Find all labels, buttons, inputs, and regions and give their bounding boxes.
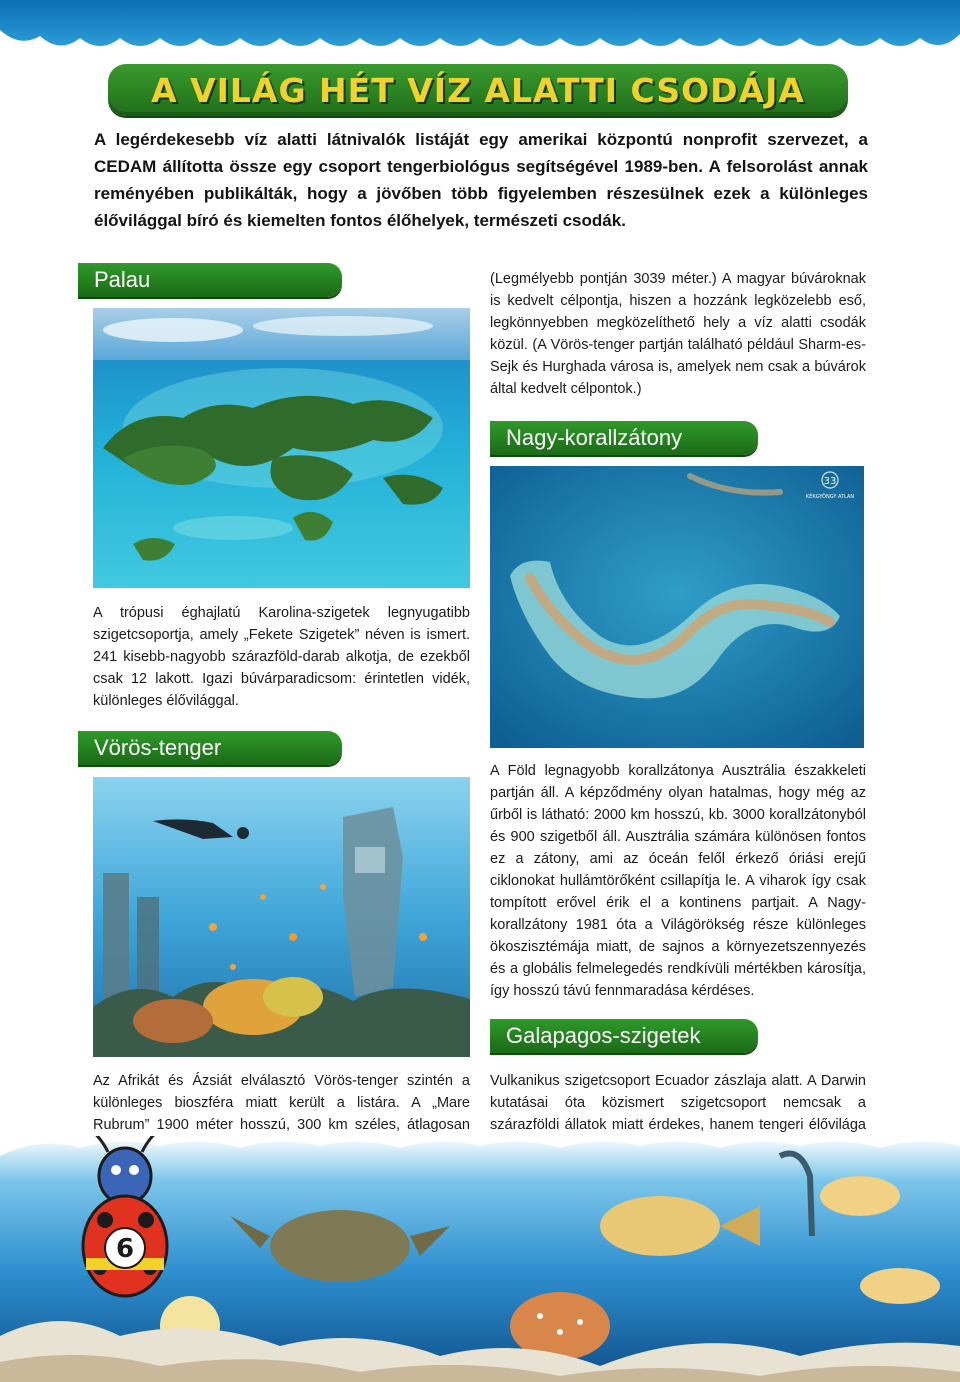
section-heading-nagy-korallzatony (490, 421, 758, 455)
voros-tenger-continued-text: (Legmélyebb pontján 3039 méter.) A magyar búvároknak is kedvelt célpontja, hiszen a hozzánk legközelebb eső, legkönnyebben megközelíthető hely a víz alatti csodák közül. (A Vörös-tenger partján található például Sharm-es-Sejk és Hurghada városa is, amelyek nem csak a búvárok által kedvelt célpontok.) (490, 271, 866, 397)
section-heading-voros-tenger (78, 731, 342, 765)
section-heading-palau (78, 263, 342, 297)
red-sea-photo (93, 777, 470, 1057)
svg-text:KÉKGYÖNGY ATLAN: KÉKGYÖNGY ATLAN (805, 494, 855, 500)
voros-tenger-text: Az Afrikát és Ázsiát elválasztó Vörös-tenger szintén a különleges bioszféra miatt került a listára. A „Mare Rubrum” 1900 méter hosszú, 300 km széles, átlagosan (93, 1073, 470, 1133)
svg-text:33: 33 (823, 476, 837, 487)
section-heading-label: Palau (94, 267, 151, 292)
palau-photo (93, 308, 470, 588)
nagy-korallzatony-text: A Föld legnagyobb korallzátonya Ausztrália északkeleti partján áll. A képződmény olyan hatalmas, hogy még az űrből is látható: 2000 km hosszú, kb. 3000 korallzátonyból és 900 szigetből áll. Ausztrália számára különösen fontos ez a zátony, ami az óceán felől érkező óriási erejű ciklonokat hullámtörőként csillapítja le. A viharok így csak tompított erővel érik el a kontinens partjait. A Nagy-korallzátony 1981 óta a Világörökség része különleges ökoszisztémája miatt, de sajnos a környezetszennyezés és a globális felmelegedés rendkívüli mértékben károsítja, így hosszú távú fennmaradása kérdéses. (490, 763, 866, 999)
title-banner (108, 64, 848, 116)
section-heading-label: Vörös-tenger (94, 735, 222, 760)
palau-text: A trópusi éghajlatú Karolina-szigetek legnyugatibb szigetcsoportja, amely „Fekete Szigetek” néven is ismert. 241 kisebb-nagyobb szárazföld-darab alkotja, de ezekből csak 12 lakott. Igazi búvárparadicsom: érintetlen vidék, különleges élővilággal. (93, 605, 470, 709)
top-wave-band (0, 0, 960, 56)
bottom-underwater-scene (0, 1136, 960, 1382)
section-heading-label: Nagy-korallzátony (506, 425, 683, 450)
great-barrier-reef-photo (490, 466, 864, 748)
intro-paragraph: A legérdekesebb víz alatti látnivalók listáját egy amerikai központú nonprofit szervezet, a CEDAM állította össze egy csoport tengerbiológus segítségével 1989-ben. A felsorolást annak reményében publikálták, hogy a jövőben több figyelemben részesülnek ezek a különleges élővilággal bíró és kiemelten fontos élőhelyek, természeti csodák. (94, 130, 868, 230)
page-number: 6 (115, 1234, 135, 1264)
section-heading-label: Galapagos-szigetek (506, 1023, 701, 1048)
page-title: A VILÁG HÉT VÍZ ALATTI CSODÁJA (151, 70, 805, 110)
galapagos-text: Vulkanikus szigetcsoport Ecuador zászlaja alatt. A Darwin kutatásai óta közismert szigetcsoport nemcsak a szárazföldi állatok miatt érdekes, hanem tengeri élővilága (490, 1073, 866, 1133)
turtle-illustration (270, 1210, 410, 1282)
section-heading-galapagos (490, 1019, 758, 1053)
